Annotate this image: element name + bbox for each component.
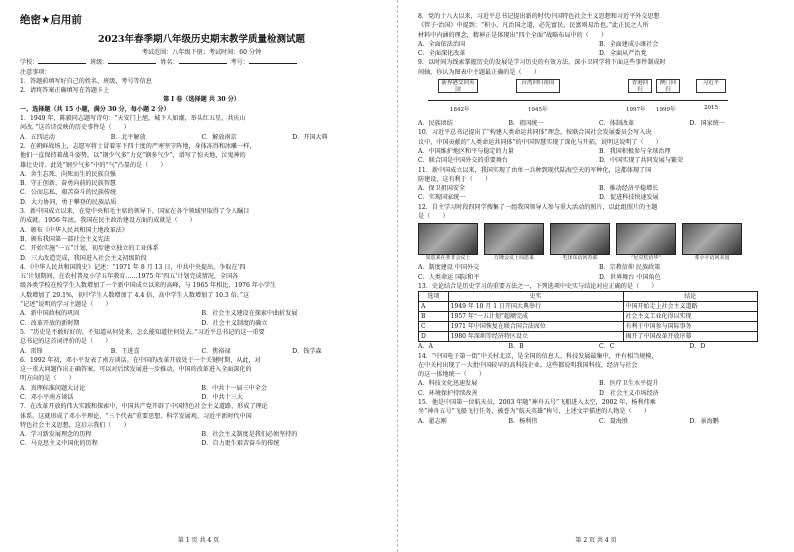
option: D．世界舞台 中国角色 (599, 273, 661, 281)
option: A．雷锋 (20, 347, 43, 355)
question-15-line: 15．他是中国第一位航天员，2003 年随“神舟五号”飞船进入太空，2002 年，杨利伟乘 (418, 399, 656, 407)
question-4-options (20, 309, 383, 328)
option: C．实现国家统一 (418, 194, 466, 202)
question-8-options (418, 40, 780, 59)
timeline-figure (428, 79, 758, 117)
option: C．体制改革 (599, 120, 635, 128)
question-5-options (20, 347, 383, 356)
school-field[interactable] (38, 57, 86, 64)
student-info (20, 57, 383, 67)
question-3-line: 的成就。1956 年底，我国在民主政治建设方面的成就是（ ） (20, 217, 196, 225)
class-field[interactable] (108, 57, 156, 64)
photo-strip (418, 223, 780, 261)
timeline-year: 1999年 (656, 107, 676, 114)
option: C．邓小平南方谈话 (20, 393, 74, 401)
option: B．中共十一届三中全会 (201, 384, 267, 392)
option: C．聂海胜 (599, 417, 629, 425)
question-5-line: 5．“历史是不敢好好的，不知道从何处来，怎么能知道往何处去。”习近平总书记的这一重要 (20, 328, 265, 336)
timeline-axis (428, 100, 728, 101)
question-11-line: 11．新中国成立以来，我国实现了由单一兵种到现代陆海空天的军种化，这都体现了国 (418, 166, 652, 174)
question-7-line: 特色社会主义思想，这启示我们（ ） (20, 421, 130, 429)
question-14-line: 在中关村出现了一大批中国较早的高科技企业。这些都说明我国科技、经济与社会 (418, 361, 638, 369)
table-header: 结论 (623, 292, 757, 302)
question-8-line: 《管子·治国》中提到：“积小、凡治国之道，必先富民，民富则易治也。”此正民之人所 (418, 22, 649, 30)
photo (682, 223, 742, 261)
photo (550, 223, 610, 261)
timeline-year: 2015 (704, 105, 718, 112)
question-4-line: 4．《中华人民共和国简史》记述：“1971 年 8 月 13 日，中共中央提出，争取在‘四 (20, 263, 246, 271)
photo (484, 223, 544, 261)
option: B．全面建成小康社会 (599, 40, 659, 48)
option: D．景海鹏 (689, 417, 719, 425)
question-4-line: 五’计划期间，在农村普及小学五年教育……1975 年‘四五’计划完成情况，全国各 (20, 273, 239, 281)
photo-caption: “尼克松访华” (630, 255, 662, 262)
option: B．B (508, 343, 524, 351)
question-13-line: 13．史论结合是历史学习的重要方法之一，下列选项中史实与结论对应正确的是（ ） (418, 282, 658, 290)
right-page (397, 0, 794, 552)
name-label: 姓名： (160, 59, 179, 67)
timeline-year: 1945年 (528, 107, 548, 114)
photo-image (550, 223, 610, 255)
option: B．杨利伟 (508, 417, 538, 425)
question-12-line: 是（ ） (418, 213, 449, 221)
option: D．全面从严治党 (599, 50, 647, 58)
option: B．北平解放 (110, 133, 146, 141)
question-5-line: 总书记的这首词评价的是（ ） (20, 338, 112, 346)
table-cell: 揭开了中国改革开放序幕 (623, 332, 757, 342)
question-8-line: 8．党的十八大以来，习近平总书记提出新的时代中国特色社会主义思想和习近平外交思想 (418, 13, 660, 20)
question-2-line: 他们一直保持着战斗姿势，以“钢少气多”力克“钢多气少”，谱写了惊天地、泣鬼神的 (20, 152, 246, 160)
option: D．大力协同、勇于攀登的民族品质 (20, 198, 117, 206)
page-footer: 第 1 页 共 4 页 (177, 537, 220, 544)
scope-line: 考试范围：八年级下册；考试时间：60 分钟 (141, 49, 262, 56)
question-11-line: 防建设，这有利于（ ） (418, 175, 492, 183)
option: C．C (599, 343, 615, 351)
note-2: 2．请将答案正确填写在答题卡上 (20, 87, 110, 95)
table-cell: C (419, 322, 449, 332)
table-cell: A (419, 302, 449, 312)
photo-caption: 周恩来在亚非会议上 (425, 255, 471, 262)
question-6-line: 6．1992 年初，邓小平发表了南方谈话。在中国的改革开放处于一个关键时期，从此，对 (20, 356, 261, 364)
option: C．环境保护持续改善 (418, 389, 478, 397)
question-15-options (418, 417, 780, 426)
name-field[interactable] (179, 57, 227, 64)
table-cell: B (419, 312, 449, 322)
page-footer: 第 2 页 共 4 页 (575, 537, 617, 544)
id-field[interactable] (249, 57, 297, 64)
question-2-line: 2．在朝鲜战场上，志愿军将士冒着零下四十度的严寒坚守阵地，身体冻得和冰雕一样， (20, 142, 256, 150)
question-2-line: 雄壮史诗。此处“钢少气多”中的“气”凸显的是（ ） (20, 161, 167, 169)
question-13-options (418, 342, 780, 351)
question-7-line: 体系。这就形成了邓小平理论、“三个代表”重要思想、科学发展观、习近平新时代中国 (20, 412, 252, 420)
table-cell: 1957 年“一五计划”超额完成 (448, 312, 623, 322)
option: C．改革开放的新时期 (20, 319, 80, 327)
question-10-options (418, 147, 780, 166)
option: B．社会主义建设在探索中曲折发展 (201, 310, 298, 318)
question-9-options (418, 119, 780, 128)
question-4-line: 级各类学校在校学生人数增加了一个新中国成立以来的高峰，与 1965 年相比，1976 年小学生 (20, 282, 277, 290)
option: D．社会主义市场经济 (599, 389, 659, 397)
option: D．社会主义制度的确立 (201, 319, 268, 327)
option: D．开国大典 (292, 133, 328, 141)
option: D．促进科技快速发展 (599, 194, 659, 202)
question-12-options (418, 263, 780, 282)
table-cell: 1949 年 10 月 1 日开国大典举行 (448, 302, 623, 312)
option: B．祖国统一 (508, 120, 544, 128)
option: A．全面依法治国 (418, 40, 466, 48)
question-1-line: 1．1949 年，陈毅同志题写诗句：“天安门上旭，城下人如潮，举头红五星，共庆山 (20, 115, 246, 123)
option: A．颁布《中华人民共和国土地改革法》 (20, 226, 128, 234)
question-14-options (418, 379, 780, 398)
option: B．医疗卫生水平提升 (599, 380, 659, 388)
option: C．人类命运 国际和平 (418, 273, 480, 281)
id-label: 考号： (230, 59, 249, 67)
table-cell: 1971 年中国恢复在联合国合法席位 (448, 322, 623, 332)
question-7-line: 7．在改革开放的伟大实践和探索中，中国共产党开辟了中国特色社会主义道路，形成了理论 (20, 403, 268, 411)
question-14-line: 14．“中国电子第一街”中关村北京，是全国的信息人、科技发展最集中，并有相当规模， (418, 352, 658, 360)
table-cell: 有利于中国参与国际事务 (623, 322, 757, 332)
option: D．中国实现了共同发展与繁荣 (599, 157, 684, 165)
option: C．全面深化改革 (418, 50, 466, 58)
question-1-line: 河改。”这首诗反映的历史事件是（ ） (20, 124, 130, 132)
table-row (419, 302, 758, 312)
option: A．民族团结 (418, 120, 453, 128)
option: B．守正创新、奋勇向前的民族智慧 (20, 180, 116, 188)
option: A．翟志刚 (418, 417, 447, 425)
school-label: 学校： (20, 59, 39, 67)
question-10-line: 10．习近平总书记提出了“构建人类命运共同体”理念，按联合国社会发展委员会写入决 (418, 129, 652, 137)
option: A．中国维护地区和平与稳定的力量 (418, 147, 514, 155)
option: D．三大改造完成，我国进入社会主义初级阶段 (20, 254, 147, 262)
table-header: 史实 (448, 292, 623, 302)
option: D．国家统一 (689, 120, 725, 128)
option: B．颁布我国第一部社会主义宪法 (20, 235, 110, 243)
notes-title: 注意事项： (20, 68, 51, 76)
photo-image (616, 223, 676, 255)
photo-image (418, 223, 478, 255)
timeline-year: 1997年 (626, 107, 646, 114)
photo-image (484, 223, 544, 255)
option: A．科技文化迅速发展 (418, 380, 478, 388)
question-6-line: 这一重大问题作出正确答案，可以对后续发展进一步推动，中国的改革进入全面深化的 (20, 366, 252, 374)
timeline-box: 香港回归 (628, 79, 652, 93)
option: C．开始实施“一五”计划，初步建立独立的工业体系 (20, 245, 159, 253)
class-label: 班级： (90, 59, 109, 67)
table-row (419, 322, 758, 332)
photo-caption: 万隆会议上周恩来 (493, 255, 534, 262)
section-instruction: 一、选择题（共 15 小题，满分 30 分，每小题 2 分） (20, 105, 170, 113)
table-cell: 1980 年深圳等经济特区设立 (448, 332, 623, 342)
timeline-year: 1842年 (450, 107, 470, 114)
option: A．真理标准问题大讨论 (20, 384, 86, 392)
question-4-line: “记述”说明的学习主题是（ ） (20, 301, 112, 309)
timeline-box: 新界港交回英国 (438, 79, 478, 93)
timeline-box: 台湾回归祖国 (516, 79, 560, 93)
option: A．新中国政权的巩固 (20, 310, 80, 318)
exam-title: 2023年春季期八年级历史期末教学质量检测试题 (98, 34, 305, 45)
question-6-line: 明方向的是（ ） (20, 375, 75, 383)
option: A．A (418, 343, 433, 351)
option: C．公而忘私、艰苦奋斗的民族传统 (20, 189, 117, 197)
option: A．五四运动 (20, 133, 55, 141)
option: A．学习新发展理念的历程 (20, 431, 92, 439)
question-9-line: 间轴，你认为图表中主题最正确的是（ ） (418, 68, 540, 76)
photo (616, 223, 676, 261)
note-1: 1．答题前填写好自己的姓名、班级、考号等信息 (20, 77, 152, 85)
option: B．社会主义制度是我们必须坚持的 (201, 431, 298, 439)
table-cell: 社会主义工业化得以实现 (623, 312, 757, 322)
option: C．焦裕禄 (201, 347, 231, 355)
table-cell: 中国开始走上社会主义道路 (623, 302, 757, 312)
option: D．钱学森 (292, 347, 322, 355)
option: A．保卫祖国安全 (418, 185, 466, 193)
option: D．自力更生艰苦奋斗的传统 (201, 440, 280, 448)
timeline-box: 澳门回归 (656, 79, 680, 93)
option: B．王进喜 (110, 347, 140, 355)
photo-image (682, 223, 742, 255)
option: C．马克思主义中国化的历程 (20, 440, 98, 448)
section-title: 第 I 卷（选择题 共 30 分） (163, 96, 240, 104)
history-table (418, 291, 758, 342)
option: D．D (689, 343, 706, 351)
question-10-line: 议中，中国贡献的“人类命运共同体”的中国智慧实现了深化与开拓，说明这说明了（ ） (418, 138, 662, 146)
photo-caption: 邓小平访问美国 (694, 255, 730, 262)
option: A．制度建设 中国外交 (418, 264, 480, 272)
table-cell: D (419, 332, 449, 342)
secret-mark: 绝密★启用前 (20, 14, 82, 26)
question-11-options (418, 184, 780, 203)
question-4-line: 人数增加了 29.1%，初中学生人数增加了 4.4 倍，高中学生人数增加了 10.3 倍。”这 (20, 291, 250, 299)
timeline-box: 习近平 (696, 79, 726, 93)
table-row (419, 332, 758, 342)
option: B．推动经济平稳增长 (599, 185, 659, 193)
table-row (419, 312, 758, 322)
table-header: 选项 (419, 292, 449, 302)
option: B．我国积极参与全球治理 (599, 147, 671, 155)
option: A．舍生忘死、向死而生的民族自强 (20, 170, 116, 178)
question-12-line: 12．自主学习时段四同学搜集了一组我国领导人参与重大活动的照片，以此组照片的主题 (418, 203, 658, 211)
question-9-line: 9．以时间为线索掌握历史的发展是学习历史的有效方法，深小卫同学将下面这些事件制成时 (418, 59, 666, 67)
question-7-options (20, 430, 383, 449)
option: B．宗教信仰 民族政策 (599, 264, 661, 272)
photo (418, 223, 478, 261)
question-1-options (20, 133, 383, 142)
photo-caption: 毛泽东访问苏联 (562, 255, 598, 262)
question-3-line: 3．新中国成立以来，在党中央和毛主席的领导下，国家在各个领域里取得了令人瞩目 (20, 208, 250, 216)
option: C．解放南京 (201, 133, 237, 141)
question-8-line: 材料中内涵的理念，精神正是体现出“四个全面”战略布局中的（ ） (418, 31, 608, 39)
option: D．中共十三大 (201, 393, 243, 401)
question-15-line: 坐“神舟五号”飞船飞行任务，被誉为“航天英雄”称号，上述文字描述的人物是（ ） (418, 408, 650, 416)
option: C．联合国是中国外交的重要舞台 (418, 157, 508, 165)
question-14-line: 的这一体地统一（ ） (418, 371, 486, 379)
question-6-options (20, 384, 383, 403)
